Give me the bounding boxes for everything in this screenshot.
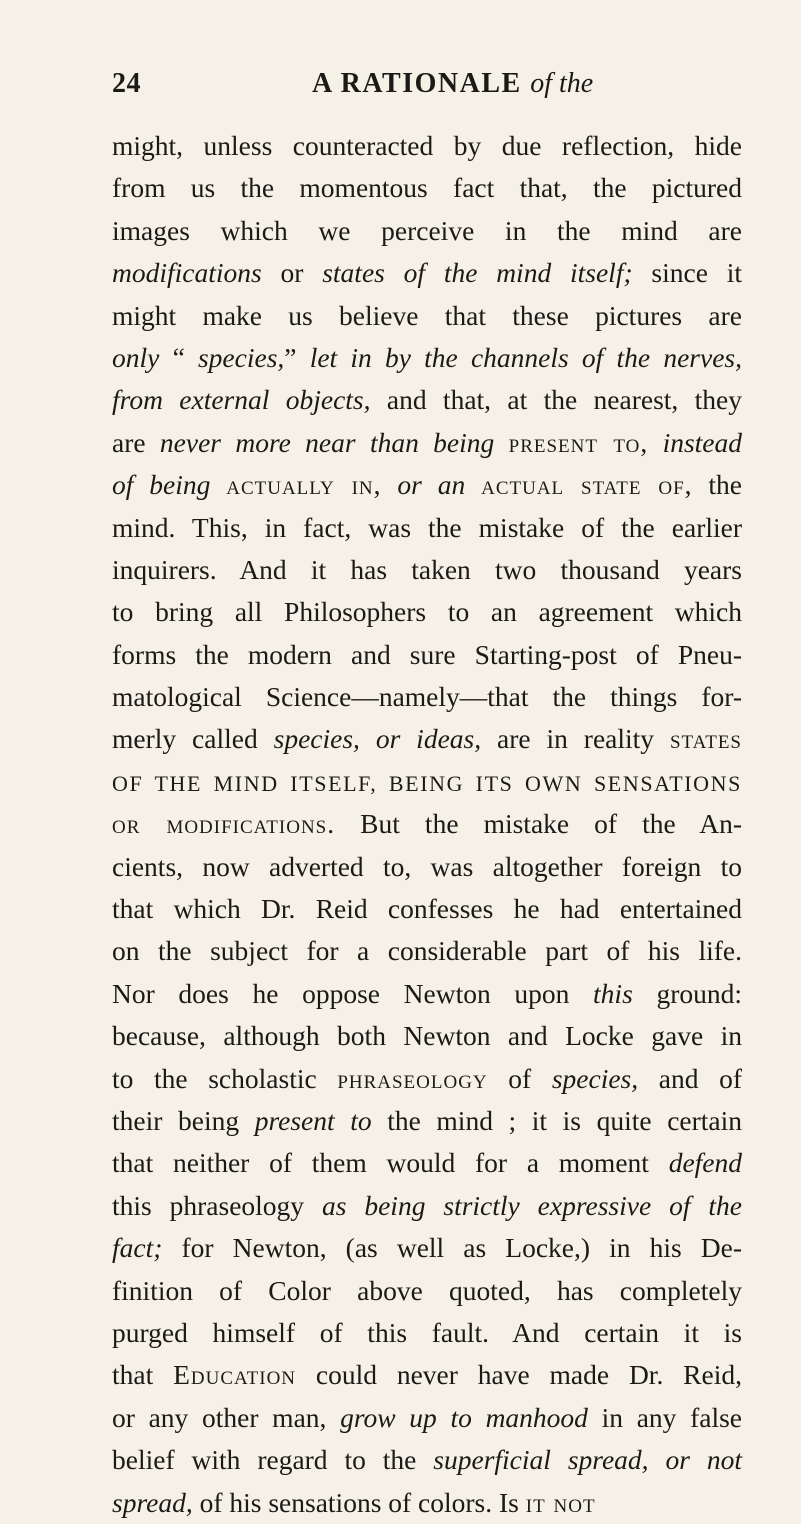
text-run: since it [632,257,742,289]
text-line [112,295,742,337]
text-run: or modifications. [112,808,336,840]
text-line [112,1482,742,1524]
text-run: let in by the channels of the nerves, [309,341,742,373]
text-run: on the subject for a considerable part of his life. [112,935,742,967]
text-run: ” [284,341,310,373]
text-line [112,1312,742,1354]
text-run: as being strictly expressive of the [321,1189,742,1221]
text-line [112,761,742,803]
text-line [112,803,742,845]
text-line [112,1015,742,1057]
text-run: But the mistake of the An- [335,808,742,840]
text-line [112,888,742,930]
text-run: or an [397,469,466,501]
text-run: images which we perceive in the mind are [112,214,742,246]
text-line [112,252,742,294]
text-line [112,549,742,591]
page-header [112,64,739,104]
text-run: superficial spread, or not [433,1444,742,1476]
text-run: the mind ; it is quite certain [371,1104,742,1136]
text-run: “ [159,341,198,373]
text-line [112,337,742,379]
text-run: are in reality [481,723,670,755]
text-run: and of [638,1062,742,1094]
text-line [112,1354,742,1396]
text-run: matological Science—namely—that the things for- [112,681,742,713]
text-line [112,167,742,209]
text-run: purged himself of this fault. And certain it is [112,1316,742,1348]
text-line [112,1142,742,1184]
text-line [112,507,742,549]
text-run [494,427,508,458]
text-line [112,1397,742,1439]
text-line [112,973,742,1015]
running-head [312,64,593,104]
text-line [112,1185,742,1227]
text-line [112,1270,742,1312]
text-run: mind. This, in fact, was the mistake of the earlier [112,511,742,543]
text-run: are [112,426,160,458]
text-line [112,930,742,972]
text-run: of being [112,469,211,501]
text-run: their being [112,1104,255,1136]
text-line [112,1439,742,1481]
text-run: might, unless counteracted by due reflection, hide [112,130,742,161]
text-run: to bring all Philosophers to an agreement which [112,596,742,628]
text-run: only [112,341,160,373]
text-run: grow up to manhood [340,1401,588,1433]
text-line [112,846,742,888]
text-run [465,469,481,500]
text-run: Nor does he oppose Newton upon [112,977,594,1009]
text-run: inquirers. And it has taken two thousand years [112,553,742,585]
text-line [112,464,742,506]
text-run: and that, at the nearest, they [370,384,742,416]
text-run: species, [551,1062,639,1094]
text-line [112,634,742,676]
text-run: modifications [112,257,262,289]
text-run: for Newton, (as well as Locke,) in his De- [162,1232,742,1264]
text-line [112,1058,742,1100]
page-number: 24 [112,68,141,99]
text-run: or any other man, [112,1401,341,1433]
text-run: cients, now adverted to, was altogether foreign to [112,850,742,882]
text-run: never more near than being [159,426,495,458]
text-run: that [112,1359,174,1391]
text-line [112,1227,742,1269]
text-run: the [692,469,742,501]
text-run: because, although both Newton and Locke gave in [112,1020,742,1052]
text-run: this [593,977,633,1009]
running-head-main: A RATIONALE [312,68,522,99]
text-run: ground: [632,977,742,1009]
text-run: defend [668,1147,742,1179]
running-head-italic: of the [530,68,594,99]
text-run: OF THE MIND ITSELF, BEING ITS OWN SENSATIONS [112,770,742,796]
text-run: merly called [112,723,274,755]
text-run: could never have made Dr. Reid, [296,1359,742,1391]
text-run: that which Dr. Reid confesses he had entertained [112,893,742,925]
text-run: actual state of, [481,469,693,501]
text-run: fact; [112,1232,163,1264]
text-run: this phraseology [112,1189,322,1221]
text-line [112,210,742,252]
text-run: of his sensations of colors. Is [192,1486,526,1518]
body-text [112,125,742,1524]
text-run: instead [662,426,743,458]
text-run: in any false [587,1401,743,1433]
text-run: phraseology [337,1062,488,1094]
text-run: forms the modern and sure Starting-post of Pneu- [112,638,742,670]
text-run: it not [525,1486,596,1518]
text-line [112,676,742,718]
text-run: or [261,257,323,289]
text-run: states of the mind itself; [322,257,633,289]
text-run: Education [173,1359,297,1391]
text-line [112,1100,742,1142]
text-run: of [487,1062,552,1094]
text-run: species, [197,341,285,373]
text-run: species, or ideas, [273,723,482,755]
text-run: present to [254,1104,372,1136]
text-run [648,427,662,458]
text-run: from external objects, [112,384,371,416]
text-run: might make us believe that these pictures are [112,299,742,331]
text-line [112,125,742,167]
text-run: to the scholastic [112,1062,338,1094]
text-run: finition of Color above quoted, has completely [112,1274,742,1306]
text-run [382,469,398,500]
text-line [112,379,742,421]
text-run: states [669,723,742,755]
text-line [112,591,742,633]
text-run: from us the momentous fact that, the pictured [112,172,742,204]
text-run: that neither of them would for a moment [112,1147,669,1179]
text-line [112,422,742,464]
text-line [112,718,742,760]
text-run: actually in, [226,469,382,501]
text-run: belief with regard to the [112,1444,434,1476]
text-run: spread, [112,1486,193,1518]
text-run [210,469,226,500]
text-run: present to, [508,426,649,458]
